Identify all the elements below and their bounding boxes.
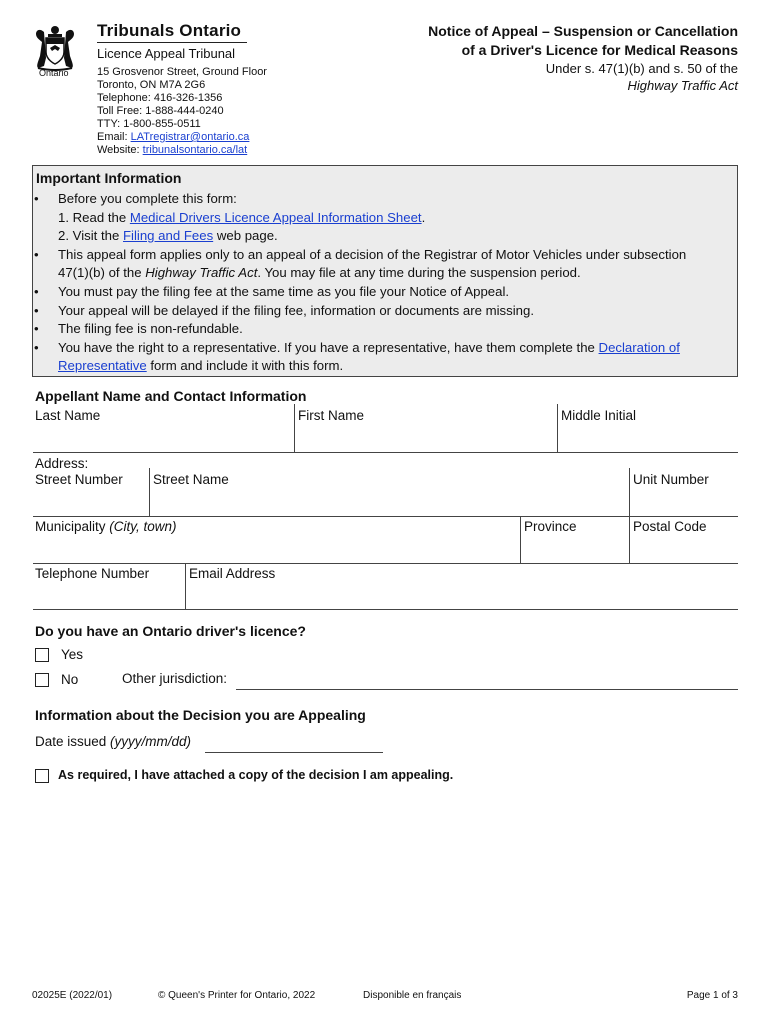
row-divider bbox=[33, 452, 738, 453]
bullet-icon: • bbox=[34, 246, 39, 262]
bullet-item: • Your appeal will be delayed if the filing fee, information or documents are missing. bbox=[34, 302, 734, 321]
appellant-section-title: Appellant Name and Contact Information bbox=[35, 388, 307, 404]
website-link[interactable]: tribunalsontario.ca/lat bbox=[142, 144, 248, 156]
bullet-icon: • bbox=[34, 283, 39, 299]
province-field[interactable] bbox=[522, 536, 627, 562]
copyright: © Queen's Printer for Ontario, 2022 bbox=[158, 990, 316, 1001]
address-label: Address: bbox=[35, 456, 89, 471]
middle-initial-label: Middle Initial bbox=[561, 408, 637, 423]
website-label: Website: bbox=[97, 144, 143, 156]
other-jurisdiction-field[interactable] bbox=[236, 670, 738, 688]
important-bullets bbox=[34, 190, 734, 376]
org-subtitle: Licence Appeal Tribunal bbox=[97, 46, 236, 61]
yes-checkbox[interactable] bbox=[35, 648, 49, 662]
divider bbox=[149, 468, 150, 516]
filing-fees-link[interactable]: Filing and Fees bbox=[123, 228, 214, 244]
last-name-label: Last Name bbox=[35, 408, 101, 423]
divider bbox=[294, 404, 295, 452]
street-name-field[interactable] bbox=[151, 490, 627, 516]
form-title-line-1: Notice of Appeal – Suspension or Cancellation bbox=[428, 23, 738, 39]
important-title: Important Information bbox=[36, 170, 182, 186]
divider bbox=[520, 516, 521, 563]
divider bbox=[185, 563, 186, 610]
first-name-label: First Name bbox=[298, 408, 365, 423]
form-title-line-2: of a Driver's Licence for Medical Reasons bbox=[461, 42, 738, 58]
telephone-label: Telephone Number bbox=[35, 566, 150, 581]
logo-caption: Ontario bbox=[39, 68, 69, 78]
email-label: Email: bbox=[97, 131, 131, 143]
info-sheet-link[interactable]: Medical Drivers Licence Appeal Information Sheet bbox=[129, 209, 422, 225]
form-subtitle-line-2: Highway Traffic Act bbox=[627, 78, 738, 93]
page-number: Page 1 of 3 bbox=[686, 990, 738, 1001]
address-line-2: Toronto, ON M7A 2G6 bbox=[97, 79, 206, 91]
divider bbox=[557, 404, 558, 452]
form-title bbox=[318, 22, 738, 60]
bullet-icon: • bbox=[34, 302, 39, 318]
form-subtitle bbox=[318, 60, 738, 94]
date-issued-field[interactable] bbox=[205, 733, 383, 751]
telephone-field[interactable] bbox=[33, 584, 183, 609]
bullet-item: • Before you complete this form: bbox=[34, 190, 734, 209]
licence-question: Do you have an Ontario driver's licence? bbox=[35, 623, 306, 639]
last-name-field[interactable] bbox=[33, 424, 293, 452]
unit-number-field[interactable] bbox=[631, 490, 737, 516]
attached-decision-label: As required, I have attached a copy of the decision I am appealing. bbox=[58, 768, 454, 782]
french-availability: Disponible en français bbox=[363, 990, 462, 1001]
tty: TTY: 1-800-855-0511 bbox=[97, 118, 201, 130]
website-line bbox=[97, 144, 267, 157]
declaration-link[interactable]: Declaration of bbox=[598, 339, 680, 355]
representative-link[interactable]: Representative bbox=[58, 358, 147, 374]
no-checkbox[interactable] bbox=[35, 673, 49, 687]
street-name-label: Street Name bbox=[153, 472, 229, 487]
form-code: 02025E (2022/01) bbox=[32, 990, 113, 1001]
bullet-icon: • bbox=[34, 191, 39, 206]
ontario-coat-of-arms-logo bbox=[30, 22, 80, 72]
bullet-item: • You must pay the filing fee at the same time as you file your Notice of Appeal. bbox=[34, 283, 734, 302]
sub-item-2: 2. Visit the Filing and Fees web page. bbox=[58, 228, 278, 244]
unit-number-label: Unit Number bbox=[633, 472, 709, 487]
first-name-field[interactable] bbox=[296, 424, 556, 452]
sub-item-1: 1. Read the Medical Drivers Licence Appeal Information Sheet. bbox=[58, 209, 426, 225]
bullet-item: • This appeal form applies only to an appeal of a decision of the Registrar of Motor Vehicles under subsection 47(1)(b) of the Highway Traffic Act. You may file at any time during the suspension period. bbox=[34, 246, 687, 281]
divider bbox=[629, 516, 630, 563]
decision-section-title: Information about the Decision you are Appealing bbox=[35, 707, 366, 723]
bullet-icon: • bbox=[34, 339, 39, 355]
municipality-label: Municipality (City, town) bbox=[35, 519, 177, 534]
field-underline bbox=[205, 752, 383, 753]
municipality-field[interactable] bbox=[33, 536, 518, 562]
org-title-divider bbox=[97, 42, 247, 43]
row-divider bbox=[33, 516, 738, 517]
yes-label: Yes bbox=[61, 647, 84, 662]
bullet-icon: • bbox=[34, 321, 39, 337]
middle-initial-field[interactable] bbox=[559, 424, 737, 452]
date-issued-label: Date issued (yyyy/mm/dd) bbox=[35, 734, 192, 749]
toll-free: Toll Free: 1-888-444-0240 bbox=[97, 105, 224, 117]
row-divider bbox=[33, 609, 738, 610]
address-line-1: 15 Grosvenor Street, Ground Floor bbox=[97, 66, 267, 78]
postal-code-field[interactable] bbox=[631, 536, 737, 562]
field-underline bbox=[236, 689, 738, 690]
no-label: No bbox=[61, 672, 79, 687]
email-link[interactable]: LATregistrar@ontario.ca bbox=[130, 131, 250, 143]
email-address-label: Email Address bbox=[189, 566, 276, 581]
bullet-item: • The filing fee is non-refundable. bbox=[34, 320, 734, 339]
attached-decision-checkbox[interactable] bbox=[35, 769, 49, 783]
email-address-field[interactable] bbox=[187, 584, 737, 609]
contact-block bbox=[97, 66, 267, 157]
province-label: Province bbox=[524, 519, 577, 534]
row-divider bbox=[33, 563, 738, 564]
street-number-label: Street Number bbox=[35, 472, 123, 487]
other-jurisdiction-label: Other jurisdiction: bbox=[122, 671, 228, 686]
postal-code-label: Postal Code bbox=[633, 519, 707, 534]
telephone: Telephone: 416-326-1356 bbox=[97, 92, 223, 104]
org-title: Tribunals Ontario bbox=[97, 21, 242, 40]
divider bbox=[629, 468, 630, 516]
form-subtitle-line-1: Under s. 47(1)(b) and s. 50 of the bbox=[545, 61, 738, 76]
bullet-item: • You have the right to a representative. If you have a representative, have them complete the Declaration of Representative form and include it with this form. bbox=[34, 339, 680, 374]
street-number-field[interactable] bbox=[33, 490, 148, 516]
email-line bbox=[97, 131, 267, 144]
